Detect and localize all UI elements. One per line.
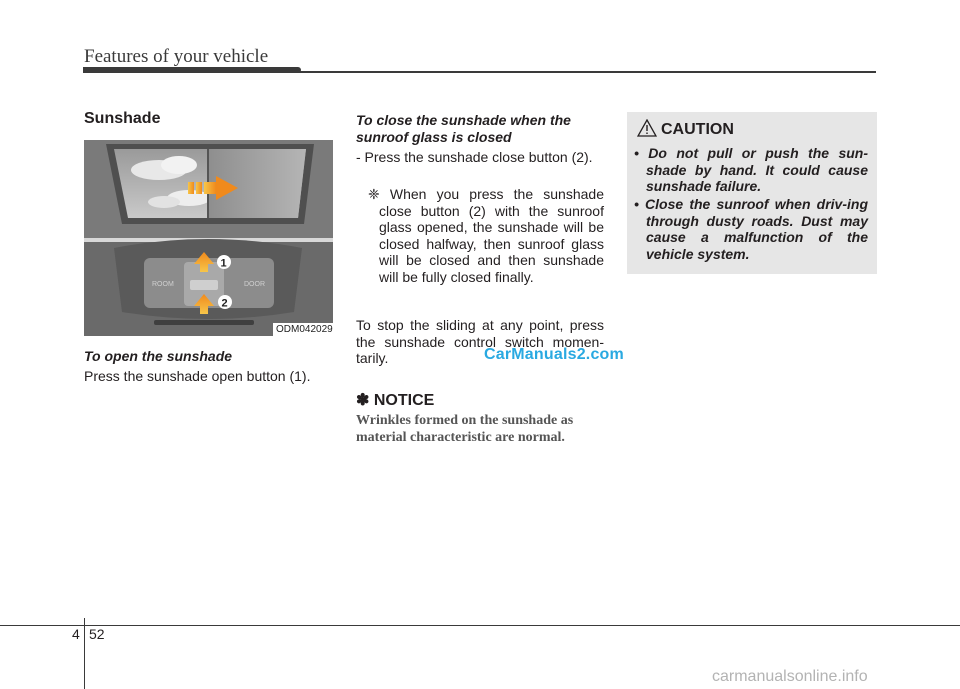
footer-divider xyxy=(84,618,85,689)
close-note-text: ❈ When you press the sunshade close button (2) with the sunroof glass opened, the sunshade will be closed halfway, then sunroof glass will be closed and then sunshade will be fully closed finally. xyxy=(368,186,604,285)
warning-triangle-icon xyxy=(637,119,657,142)
header-accent-bar xyxy=(83,67,301,73)
notice-text: Wrinkles formed on the sunshade as material characteristic are normal. xyxy=(356,413,574,445)
page-number: 52 xyxy=(89,626,105,642)
caution-item: • Do not pull or push the sun-shade by hand. It could cause sunshade failure. xyxy=(634,145,868,194)
close-sunshade-step xyxy=(356,149,604,166)
chapter-number: 4 xyxy=(72,626,80,642)
watermark-carmanuals: CarManuals2.com xyxy=(484,346,624,363)
notice-heading: ✽ NOTICE xyxy=(356,392,435,409)
close-step-text: - Press the sunshade close button (2). xyxy=(356,149,593,165)
caution-title: CAUTION xyxy=(661,121,734,138)
sunshade-photo xyxy=(84,140,333,336)
switch-label-room: ROOM xyxy=(152,281,174,288)
stop-sliding-text: To stop the sliding at any point, press the sunshade control switch momen-tarily. xyxy=(356,317,604,366)
close-sunshade-heading: To close the sunshade when the sunroof glass is closed xyxy=(356,112,571,145)
section-title: Sunshade xyxy=(84,110,161,127)
callout-2: 2 xyxy=(221,297,228,310)
open-sunshade-text: Press the sunshade open button (1). xyxy=(84,368,311,384)
page-header-title: Features of your vehicle xyxy=(84,46,269,67)
callout-1: 1 xyxy=(220,257,227,270)
image-code: ODM042029 xyxy=(273,323,336,336)
watermark-footer: carmanualsonline.info xyxy=(712,668,868,685)
caution-item: • Close the sunroof when driv-ing through dusty roads. Dust may cause a malfunction of the vehicle system. xyxy=(634,196,868,262)
open-sunshade-heading: To open the sunshade xyxy=(84,348,233,364)
footer-rule xyxy=(0,625,960,626)
switch-label-door: DOOR xyxy=(244,281,265,288)
close-sunshade-note xyxy=(368,186,604,285)
